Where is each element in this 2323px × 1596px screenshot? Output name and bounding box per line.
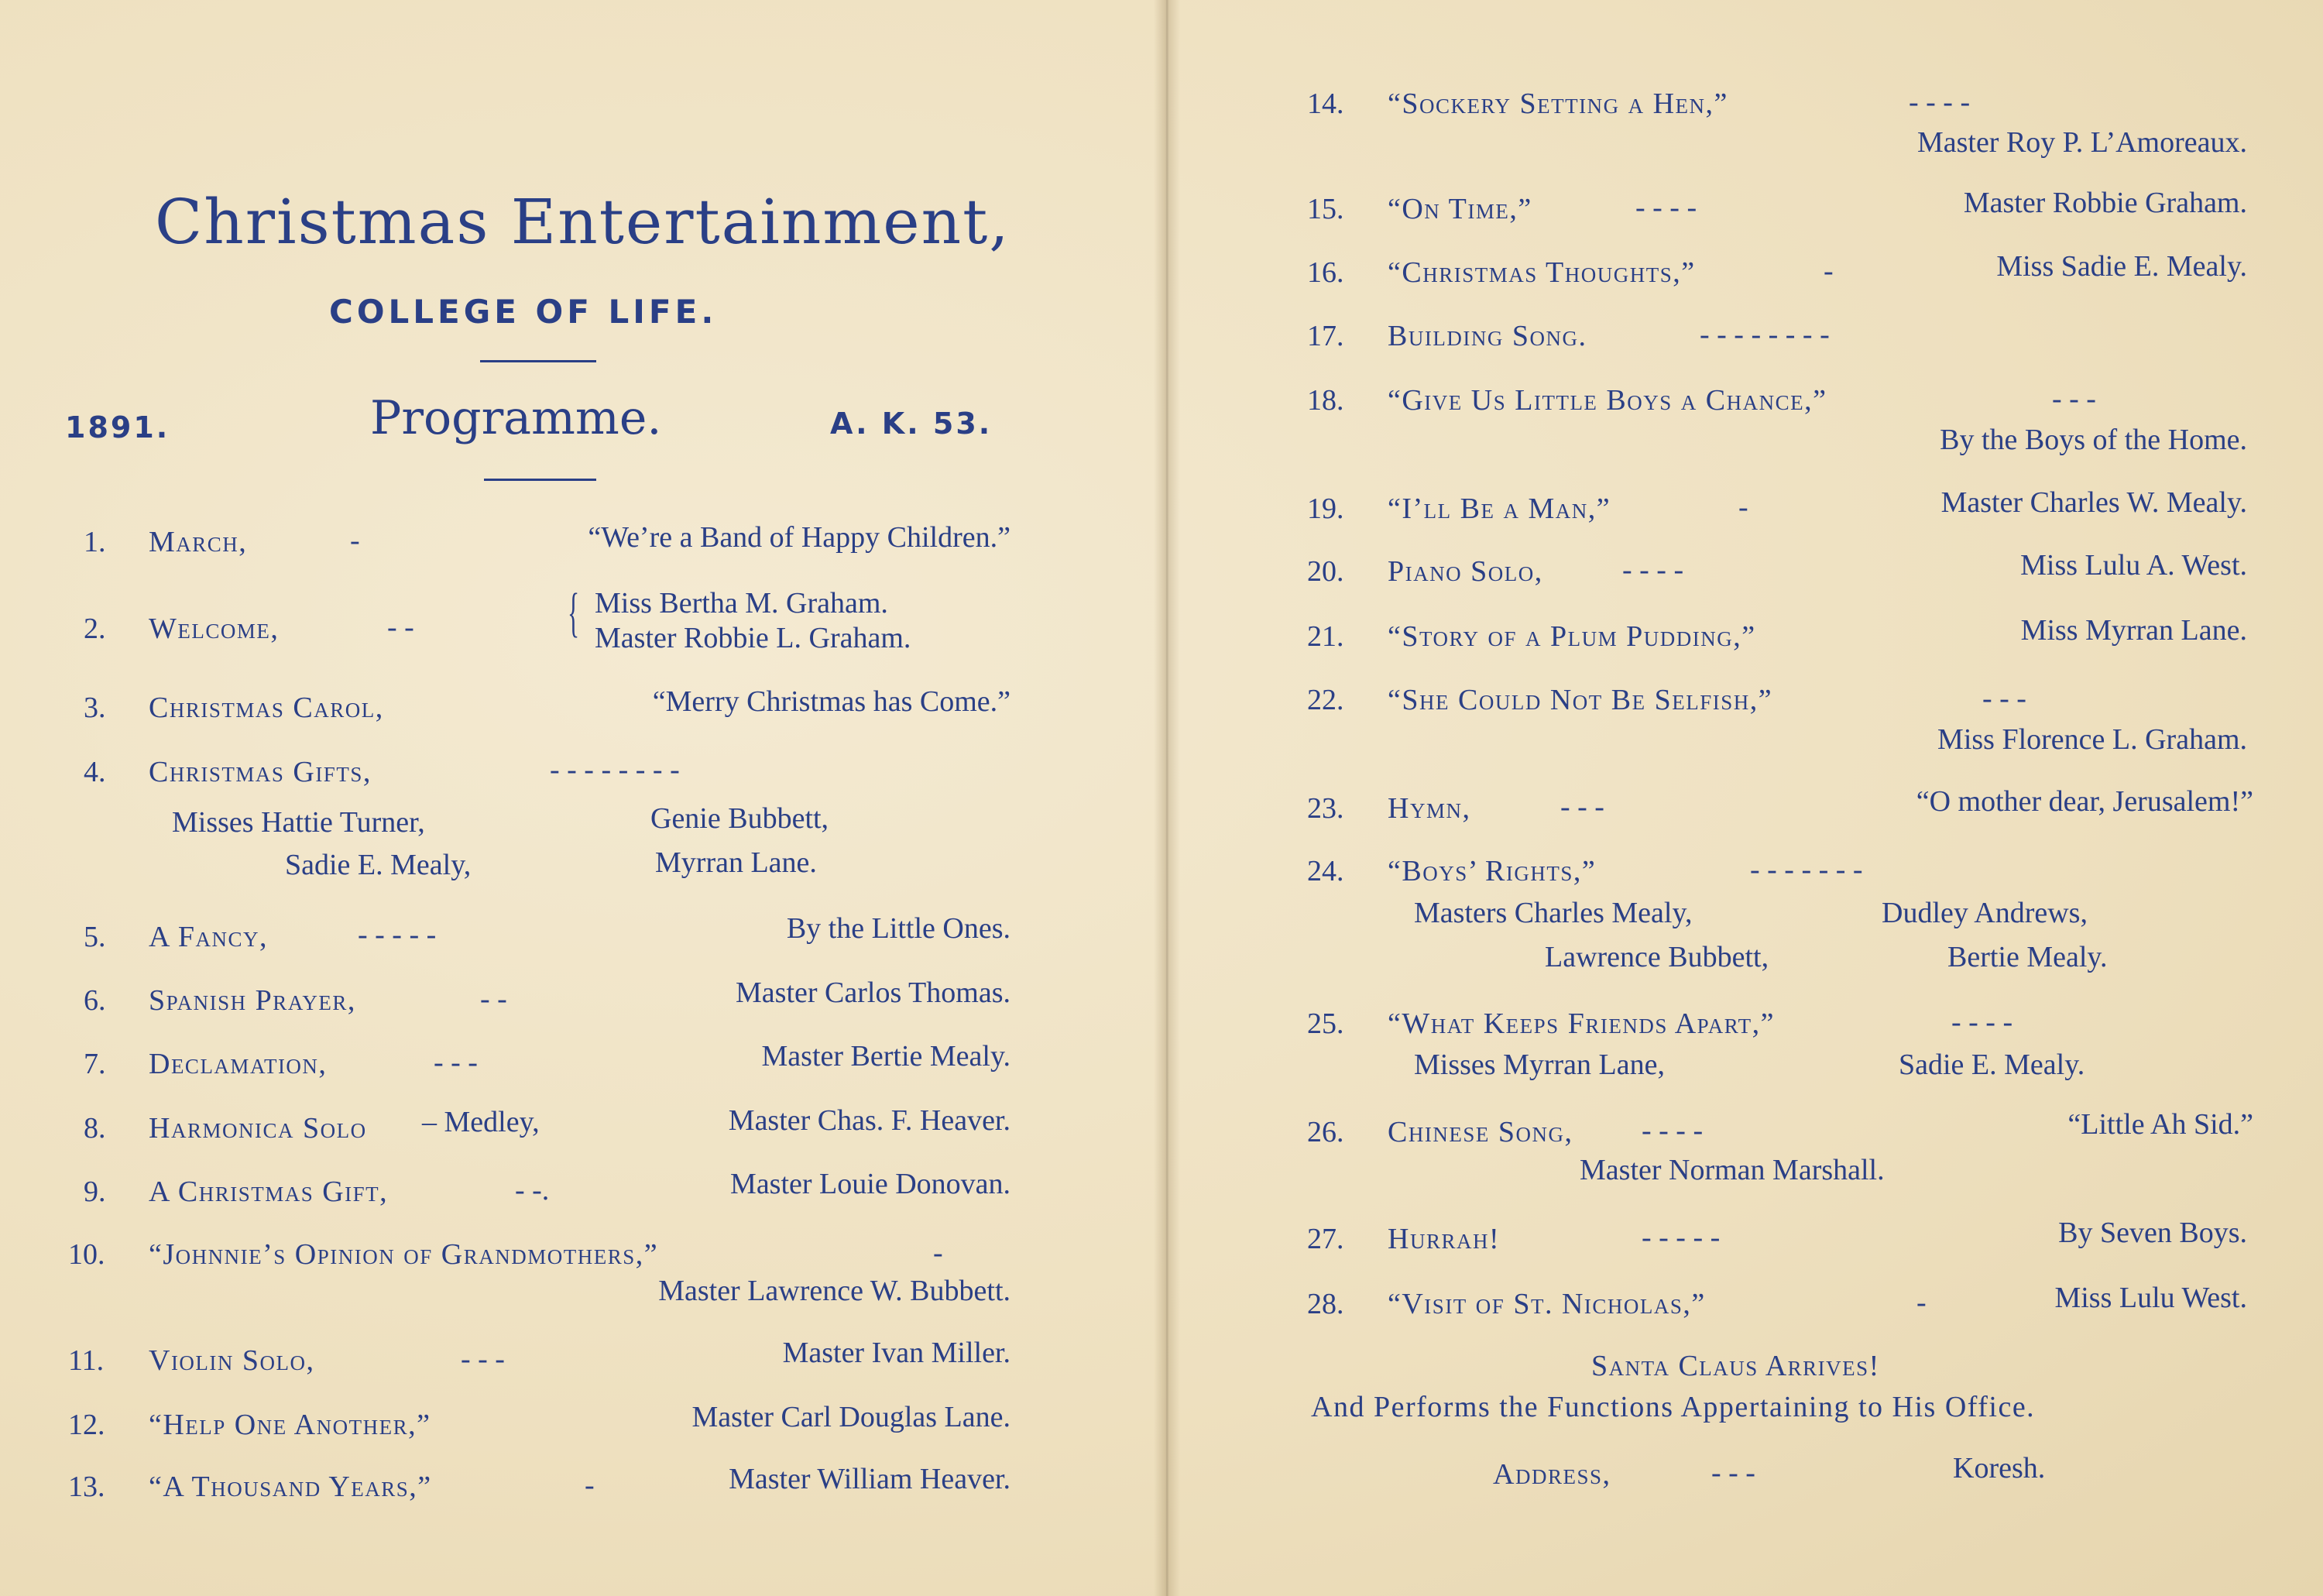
item-performer: Master Bertie Mealy. — [761, 1040, 1011, 1073]
item-dashes: - - - - — [1622, 554, 1684, 586]
santa-claus-line: Santa Claus Arrives! — [1591, 1350, 1880, 1382]
item-number: 20. — [1307, 555, 1344, 588]
item-number: 28. — [1307, 1288, 1344, 1320]
item-title: “Story of a Plum Pudding,” — [1388, 620, 1756, 653]
item-title: “Help One Another,” — [149, 1409, 431, 1441]
item-number: 6. — [84, 984, 106, 1017]
performs-line: And Performs the Functions Appertaining to His Office. — [1311, 1391, 2036, 1423]
item-performer: Master Robbie L. Graham. — [595, 622, 911, 654]
item-dashes: - — [1916, 1286, 1927, 1319]
item-dashes: - - - — [461, 1343, 505, 1375]
divider-bottom — [484, 479, 596, 481]
item-dashes: - — [933, 1237, 943, 1269]
item-title: Christmas Carol, — [149, 692, 384, 724]
item-performer: Master Lawrence W. Bubbett. — [658, 1275, 1011, 1307]
item-number: 27. — [1307, 1223, 1344, 1255]
item-performer: Master Carlos Thomas. — [736, 976, 1011, 1009]
item-title: Chinese Song, — [1388, 1116, 1573, 1148]
item-dashes: - — [1738, 491, 1748, 523]
item-performer: Dudley Andrews, — [1882, 897, 2088, 929]
programme-title: Christmas Entertainment, — [155, 186, 1011, 258]
item-title: Violin Solo, — [149, 1344, 315, 1377]
item-number: 7. — [84, 1048, 106, 1080]
item-performer: Misses Myrran Lane, — [1414, 1049, 1665, 1081]
item-dashes: - - - - — [1909, 86, 1971, 118]
item-dashes: - - — [480, 983, 507, 1015]
item-subtitle: – Medley, — [422, 1106, 540, 1138]
item-performer: Miss Lulu A. West. — [2020, 549, 2247, 582]
item-number: 22. — [1307, 684, 1344, 716]
item-dashes: - - - - — [1635, 191, 1697, 224]
item-performer: Master Robbie Graham. — [1963, 187, 2247, 219]
item-performer: Lawrence Bubbett, — [1545, 941, 1769, 973]
center-fold — [1154, 0, 1180, 1596]
item-performer: Miss Bertha M. Graham. — [595, 587, 888, 620]
item-title: “Johnnie’s Opinion of Grandmothers,” — [149, 1238, 659, 1271]
item-title: “She Could Not Be Selfish,” — [1388, 684, 1773, 716]
item-title: “I’ll Be a Man,” — [1388, 493, 1611, 525]
year: 1891. — [65, 410, 170, 444]
address-label: Address, — [1493, 1458, 1611, 1491]
item-title: March, — [149, 526, 248, 558]
item-dashes: - - - - - — [358, 918, 437, 951]
item-performer: Genie Bubbett, — [650, 802, 829, 835]
item-title: “What Keeps Friends Apart,” — [1388, 1007, 1775, 1040]
item-title: A Fancy, — [149, 921, 268, 953]
item-dashes: - -. — [515, 1174, 550, 1206]
item-number: 3. — [84, 692, 106, 724]
item-performer: Master Charles W. Mealy. — [1940, 486, 2247, 519]
item-dashes: - - - - — [1951, 1006, 2013, 1038]
item-number: 4. — [84, 756, 106, 788]
item-number: 11. — [68, 1344, 105, 1377]
item-performer: Miss Florence L. Graham. — [1937, 723, 2247, 756]
item-number: 8. — [84, 1112, 106, 1145]
item-number: 1. — [84, 526, 106, 558]
item-performer: Sadie E. Mealy, — [285, 849, 472, 881]
item-performer: “Merry Christmas has Come.” — [652, 685, 1011, 718]
item-dashes: - - - — [2052, 383, 2096, 415]
item-number: 23. — [1307, 792, 1344, 825]
item-performer: Master William Heaver. — [729, 1463, 1011, 1495]
item-performer: Sadie E. Mealy. — [1899, 1049, 2085, 1081]
item-number: 21. — [1307, 620, 1344, 653]
item-title: Hurrah! — [1388, 1223, 1501, 1255]
item-dashes: - - - - - - - — [1750, 853, 1863, 886]
item-title: Declamation, — [149, 1048, 328, 1080]
programme-heading: Programme. — [370, 391, 662, 445]
item-title: “Christmas Thoughts,” — [1388, 256, 1696, 289]
item-title: A Christmas Gift, — [149, 1176, 389, 1208]
item-performer: Master Roy P. L’Amoreaux. — [1916, 126, 2247, 159]
item-dashes: - — [1824, 255, 1834, 287]
item-title: Harmonica Solo — [149, 1112, 367, 1145]
item-title: Spanish Prayer, — [149, 984, 356, 1017]
item-performer: By Seven Boys. — [2058, 1217, 2247, 1249]
item-performer: Master Norman Marshall. — [1580, 1154, 1885, 1186]
item-performer: Miss Sadie E. Mealy. — [1996, 250, 2247, 283]
item-number: 10. — [68, 1238, 105, 1271]
item-title: “Sockery Setting a Hen,” — [1388, 88, 1728, 120]
item-number: 19. — [1307, 493, 1344, 525]
item-number: 26. — [1307, 1116, 1344, 1148]
item-performer: Myrran Lane. — [655, 846, 817, 879]
item-performer: Bertie Mealy. — [1947, 941, 2108, 973]
item-number: 17. — [1307, 320, 1344, 352]
item-title: Piano Solo, — [1388, 555, 1543, 588]
item-number: 24. — [1307, 855, 1344, 887]
item-performer: Master Ivan Miller. — [782, 1337, 1011, 1369]
item-dashes: - - - - - — [1642, 1221, 1721, 1254]
item-dashes: - — [350, 524, 360, 557]
item-title: “Visit of St. Nicholas,” — [1388, 1288, 1706, 1320]
item-dashes: - - - — [434, 1046, 478, 1079]
item-title: Building Song. — [1388, 320, 1587, 352]
item-number: 2. — [84, 613, 106, 645]
item-number: 9. — [84, 1176, 106, 1208]
item-title: Hymn, — [1388, 792, 1471, 825]
item-dashes: - - - - - - - - — [550, 753, 680, 786]
item-performer: By the Little Ones. — [786, 912, 1011, 945]
item-dashes: - - - — [1982, 682, 2026, 715]
item-title: “Give Us Little Boys a Chance,” — [1388, 384, 1827, 417]
item-performer: Miss Lulu West. — [2054, 1282, 2247, 1314]
item-dashes: - - - - — [1642, 1114, 1704, 1147]
item-dashes: - — [585, 1469, 595, 1502]
item-performer: “Little Ah Sid.” — [2067, 1108, 2253, 1141]
item-dashes: - - - - - - - - — [1700, 318, 1830, 351]
item-performer: Misses Hattie Turner, — [172, 806, 425, 839]
item-number: 25. — [1307, 1007, 1344, 1040]
item-number: 16. — [1307, 256, 1344, 289]
item-title: “On Time,” — [1388, 193, 1532, 225]
divider-top — [480, 360, 596, 362]
brace-glyph: { — [568, 583, 580, 643]
item-title: Christmas Gifts, — [149, 756, 372, 788]
item-performer: Master Chas. F. Heaver. — [728, 1104, 1011, 1137]
item-performer: “We’re a Band of Happy Children.” — [588, 521, 1011, 554]
item-performer: By the Boys of the Home. — [1940, 424, 2247, 456]
address-speaker: Koresh. — [1953, 1452, 2046, 1484]
item-performer: “O mother dear, Jerusalem!” — [1916, 785, 2253, 818]
item-performer: Miss Myrran Lane. — [2020, 614, 2247, 647]
college-name: COLLEGE OF LIFE. — [329, 293, 718, 331]
item-performer: Master Louie Donovan. — [730, 1168, 1011, 1200]
item-number: 12. — [68, 1409, 105, 1441]
item-number: 14. — [1307, 88, 1344, 120]
item-number: 15. — [1307, 193, 1344, 225]
item-number: 13. — [68, 1471, 105, 1503]
item-number: 5. — [84, 921, 106, 953]
ak-number: A. K. 53. — [830, 407, 993, 441]
item-title: “A Thousand Years,” — [149, 1471, 432, 1503]
address-dashes: - - - — [1711, 1457, 1755, 1489]
item-dashes: - - - — [1560, 791, 1604, 823]
item-title: “Boys’ Rights,” — [1388, 855, 1597, 887]
item-number: 18. — [1307, 384, 1344, 417]
item-dashes: - - — [387, 611, 414, 644]
item-title: Welcome, — [149, 613, 280, 645]
item-performer: Masters Charles Mealy, — [1414, 897, 1693, 929]
item-performer: Master Carl Douglas Lane. — [691, 1401, 1011, 1433]
